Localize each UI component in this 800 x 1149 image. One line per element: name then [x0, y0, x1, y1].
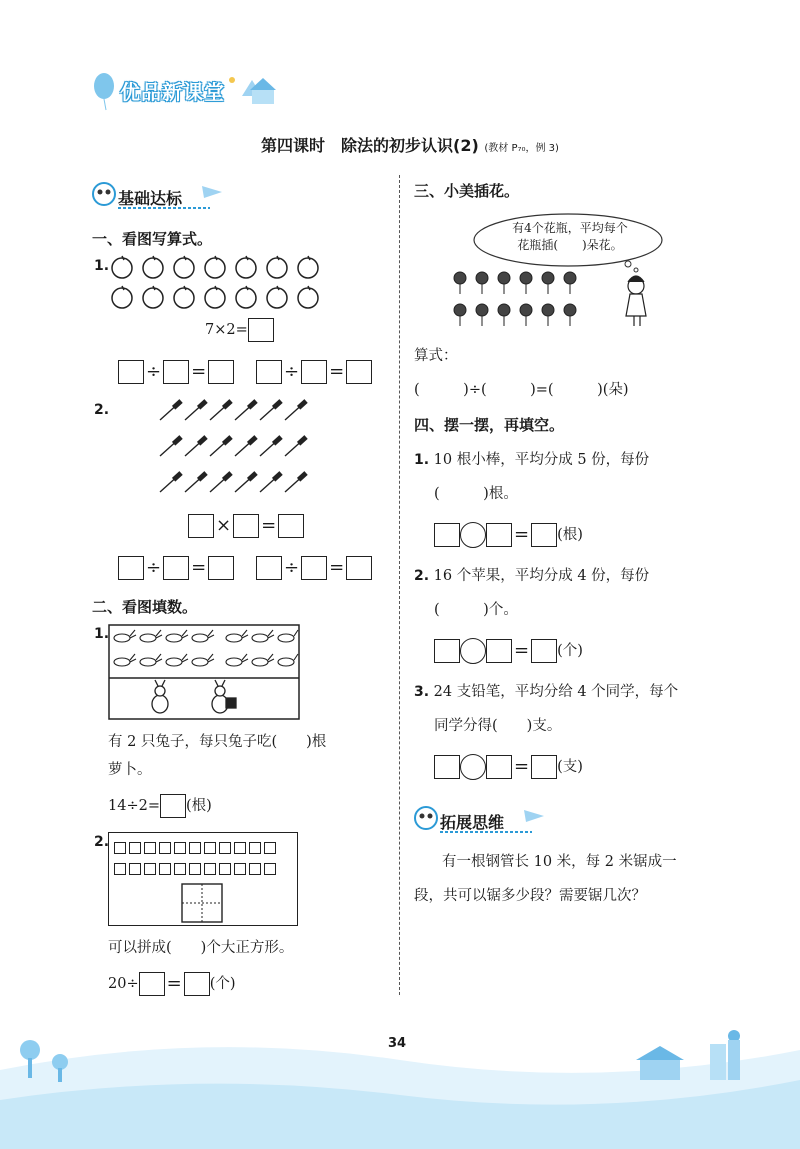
answer-box[interactable] [531, 639, 557, 663]
brand-logo [92, 66, 292, 112]
answer-box[interactable] [256, 556, 282, 580]
section2-heading: 二、看图填数。 [92, 598, 198, 616]
s4-q1-equation: = (根) [434, 522, 583, 548]
lesson-title [150, 133, 670, 156]
answer-box[interactable] [233, 514, 259, 538]
badge-extend [414, 802, 554, 842]
answer-box[interactable] [160, 794, 186, 818]
small-squares-row [114, 860, 279, 879]
section4-heading: 四、摆一摆，再填空。 [414, 416, 565, 434]
s2-q1-text-b: 萝卜。 [108, 762, 152, 778]
apples-illustration [108, 254, 338, 314]
s2-q2-number: 2. [94, 834, 110, 850]
s4-q2-text-a: 16 个苹果，平均分成 4 份，每份 [433, 568, 650, 584]
s4-q1-text-a: 10 根小棒，平均分成 5 份，每份 [433, 452, 650, 468]
s5-text-b: 段，共可以锯多少段？需要锯几次？ [414, 888, 646, 904]
operator-circle[interactable] [460, 522, 486, 548]
small-squares-row [114, 839, 279, 858]
bubble-line-b: 花瓶插( )朵花。 [517, 238, 623, 252]
answer-box[interactable] [139, 972, 165, 996]
s1-q2-division-b: ÷ = [256, 556, 372, 580]
s4-q2-equation: = (个) [434, 638, 583, 664]
answer-box[interactable] [118, 556, 144, 580]
badge-extend-label: 拓展思维 [440, 813, 505, 832]
answer-box[interactable] [346, 360, 372, 384]
s4-q1-text-b: ( )根。 [434, 486, 518, 502]
bubble-text [488, 220, 652, 254]
answer-box[interactable] [434, 639, 460, 663]
s1-q1-division-a: ÷ = [118, 360, 234, 384]
s2-q1-eq-text: 14÷2= [108, 798, 160, 814]
s4-q1-unit: (根) [557, 527, 583, 543]
answer-box[interactable] [208, 360, 234, 384]
s2-q1-text-a: 有 2 只兔子，每只兔子吃( )根 [108, 734, 327, 750]
section3-heading: 三、小美插花。 [414, 182, 520, 200]
flower-icon [454, 272, 576, 326]
s4-q2-number: 2. [414, 568, 430, 584]
answer-box[interactable] [163, 360, 189, 384]
lesson-title-text: 第四课时 除法的初步认识(2) [261, 136, 479, 155]
s2-q2-text: 可以拼成( )个大正方形。 [108, 940, 294, 956]
s1-q2-division-a: ÷ = [118, 556, 234, 580]
s4-q2-text-b: ( )个。 [434, 602, 518, 618]
s3-formula: ( )÷( )=( )(朵) [414, 382, 629, 398]
answer-box[interactable] [531, 755, 557, 779]
pens-illustration [150, 398, 330, 508]
s4-q3-unit: (支) [557, 759, 583, 775]
column-divider [399, 175, 400, 995]
big-square-icon [181, 883, 223, 923]
s2-q1-equation [108, 794, 212, 818]
answer-box[interactable] [184, 972, 210, 996]
s4-q1-line-a [414, 450, 649, 470]
badge-basic [92, 178, 232, 218]
answer-box[interactable] [188, 514, 214, 538]
answer-box[interactable] [208, 556, 234, 580]
s2-q1-unit: (根) [185, 798, 212, 814]
s2-q2-equation: 20÷ = (个) [108, 973, 236, 994]
answer-box[interactable] [486, 755, 512, 779]
apple-icon [112, 256, 318, 308]
footer-decoration [0, 1010, 800, 1149]
girl-icon [626, 276, 646, 326]
page-number: 34 [388, 1036, 407, 1051]
answer-box[interactable] [248, 318, 274, 342]
answer-box[interactable] [486, 639, 512, 663]
s4-q2-unit: (个) [557, 643, 583, 659]
s4-q3-number: 3. [414, 684, 430, 700]
s4-q3-equation: = (支) [434, 754, 583, 780]
s4-q2-line-a [414, 566, 649, 586]
bubble-line-a: 有4个花瓶，平均每个 [512, 221, 628, 235]
s4-q3-text-b: 同学分得( )支。 [434, 718, 562, 734]
answer-box[interactable] [163, 556, 189, 580]
answer-box[interactable] [434, 755, 460, 779]
flowers-illustration [448, 266, 668, 332]
s1-q1-multiplication [205, 318, 274, 342]
s4-q3-text-a: 24 支铅笔，平均分给 4 个同学，每个 [433, 684, 679, 700]
carrots-rabbits-illustration [108, 624, 300, 720]
s1-q2-multiplication: × = [188, 514, 304, 538]
s1-q2-number: 2. [94, 402, 110, 418]
s2-q2-unit: (个) [209, 976, 236, 992]
textbook-ref: (教材 P₇₀，例 3) [484, 143, 559, 154]
squares-illustration [108, 832, 298, 926]
brand-name: 优品新课堂 [120, 80, 225, 104]
answer-box[interactable] [434, 523, 460, 547]
s1-q1-number: 1. [94, 258, 110, 274]
s2-q2-eq-text: 20÷ [108, 976, 139, 992]
s1-q1-eq-text: 7×2= [205, 322, 248, 338]
s4-q3-line-a [414, 682, 678, 702]
answer-box[interactable] [301, 360, 327, 384]
answer-box[interactable] [256, 360, 282, 384]
answer-box[interactable] [346, 556, 372, 580]
answer-box[interactable] [531, 523, 557, 547]
s5-text-a: 有一根钢管长 10 米，每 2 米锯成一 [442, 854, 677, 870]
operator-circle[interactable] [460, 754, 486, 780]
s4-q1-number: 1. [414, 452, 430, 468]
operator-circle[interactable] [460, 638, 486, 664]
badge-basic-label: 基础达标 [118, 189, 183, 208]
s1-q1-division-b: ÷ = [256, 360, 372, 384]
answer-box[interactable] [278, 514, 304, 538]
answer-box[interactable] [486, 523, 512, 547]
answer-box[interactable] [301, 556, 327, 580]
pen-icon [160, 402, 305, 492]
formula-label: 算式： [414, 348, 458, 364]
s2-q1-number: 1. [94, 626, 110, 642]
section1-heading: 一、看图写算式。 [92, 230, 213, 248]
answer-box[interactable] [118, 360, 144, 384]
